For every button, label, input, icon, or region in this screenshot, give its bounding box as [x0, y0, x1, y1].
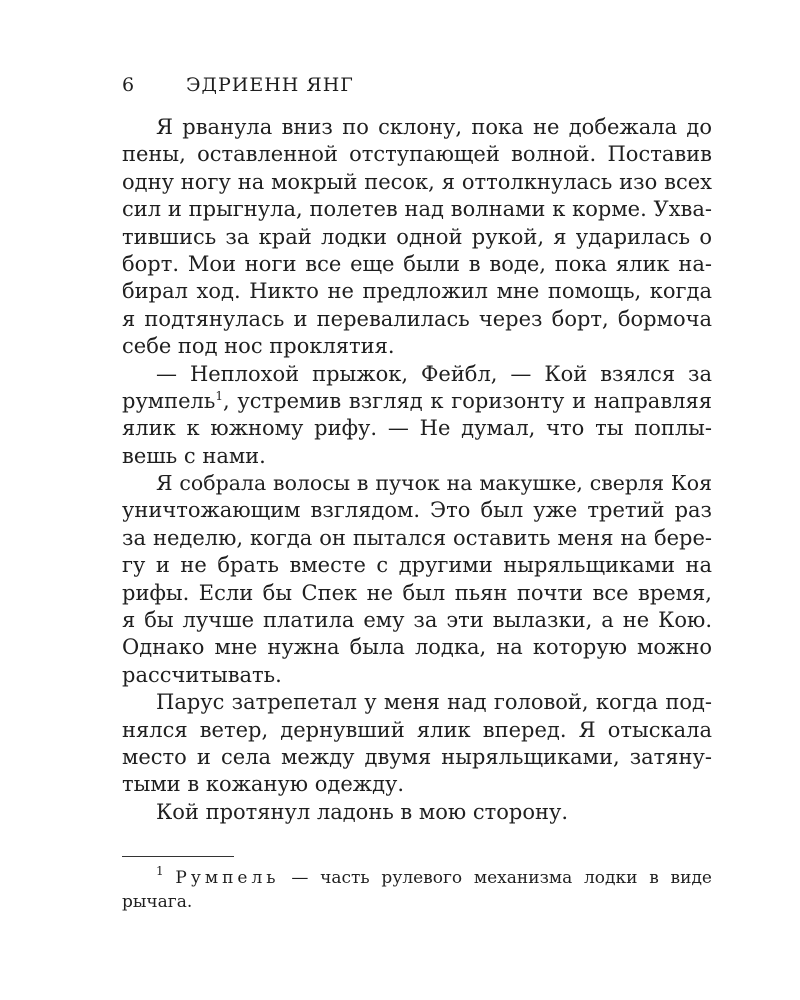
text-fragment: , устремив взгляд к горизонту и направляя — [222, 388, 712, 413]
text-line: Парус затрепетал у меня над головой, когда под- — [156, 690, 712, 715]
page-number: 6 — [122, 74, 136, 96]
text-line: рассчитывать. — [122, 662, 282, 687]
text-line: гу и не брать вместе с другими ныряльщиками на — [122, 553, 712, 578]
text-line — [122, 388, 712, 415]
text-line: тившись за край лодки одной рукой, я ударилась о — [122, 224, 712, 249]
text-line: нялся ветер, дернувший ялик вперед. Я отыскала — [122, 717, 712, 742]
footnote-definition: — часть рулевого механизма лодки в виде — [279, 868, 712, 888]
text-line: рифы. Если бы Спек не был пьян почти все время, — [122, 580, 712, 605]
text-line: Однако мне нужна была лодка, на которую можно — [122, 635, 712, 660]
text-line: одну ногу на мокрый песок, я оттолкнулась изо всех — [122, 169, 712, 194]
text-line: вешь с нами. — [122, 443, 266, 468]
author-name: ЭДРИЕНН ЯНГ — [186, 74, 354, 96]
footnote-reference: 1 — [215, 388, 223, 403]
footnote-marker: 1 — [156, 864, 164, 878]
body-text — [122, 114, 712, 826]
running-head — [122, 74, 354, 96]
text-line: сил и прыгнула, полетев над волнами к корме. Ухва- — [122, 197, 712, 222]
text-line: себе под нос проклятия. — [122, 334, 395, 359]
text-line: бирал ход. Никто не предложил мне помощь, когда — [122, 279, 712, 304]
text-line: ялик к южному рифу. — Не думал, что ты поплы- — [122, 416, 712, 441]
text-line: тыми в кожаную одежду. — [122, 772, 405, 797]
text-line: за неделю, когда он пытался оставить меня на бере- — [122, 525, 712, 550]
footnote-line — [122, 866, 712, 890]
footnote — [122, 866, 712, 914]
text-line: Я рванула вниз по склону, пока не добежала до — [156, 115, 712, 139]
footnote-divider — [122, 856, 234, 857]
text-line: пены, оставленной отступающей волной. Поставив — [122, 142, 712, 167]
text-line: я бы лучше платила ему за эти вылазки, а не Кою. — [122, 608, 712, 633]
text-line: — Неплохой прыжок, Фейбл, — Кой взялся за — [156, 361, 712, 386]
text-line: борт. Мои ноги все еще были в воде, пока ялик на- — [122, 251, 712, 276]
text-line: Кой протянул ладонь в мою сторону. — [156, 799, 568, 824]
text-fragment: румпель — [122, 388, 216, 413]
text-line: уничтожающим взглядом. Это был уже третий раз — [122, 498, 712, 523]
text-line: Я собрала волосы в пучок на макушке, сверля Коя — [156, 471, 712, 496]
footnote-continuation: рычага. — [122, 892, 193, 912]
footnote-term: Румпель — [175, 868, 280, 888]
text-line: я подтянулась и перевалилась через борт, бормоча — [122, 306, 712, 331]
text-line: место и села между двумя ныряльщиками, затяну- — [122, 744, 712, 769]
